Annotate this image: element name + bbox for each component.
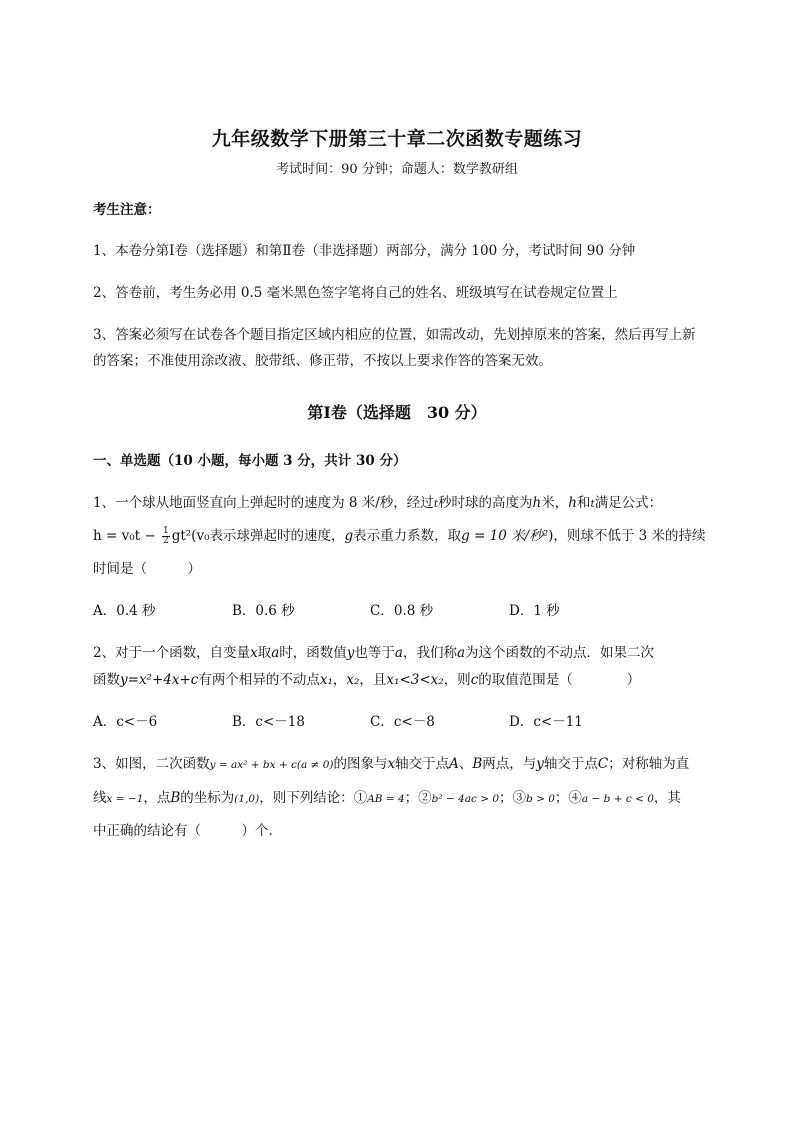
q1-line3: 时间是（ ） <box>93 561 201 577</box>
notice-heading: 考生注意： <box>93 202 161 218</box>
q1-line1: 1、一个球从地面竖直向上弹起时的速度为 8 米/秒，经过t秒时球的高度为h米，h和t满足公式： <box>93 495 663 511</box>
section-heading: 一、单选题（10 小题，每小题 3 分，共计 30 分） <box>93 453 407 469</box>
q1-formula: h = v₀t − $\frac{1}{2}$ gt² <box>93 526 192 546</box>
page-title: 九年级数学下册第三十章二次函数专题练习 <box>211 128 583 150</box>
q3-line3: 中正确的结论有（ ）个． <box>93 823 282 839</box>
q1-line2: h = v₀t − $\frac{1}{2}$ gt²(v₀表示球弹起时的速度，g表示重力系数，取g = 10 米/秒²)，则球不低于 3 米的持续 <box>93 526 706 546</box>
q2-line2: 函数y=x²+4x+c有两个相异的不动点x₁，x₂，且x₁<3<x₂，则c的取值范围是（ ） <box>93 672 641 688</box>
q1-option-a: A．0.4 秒 <box>93 603 156 619</box>
q3-line2: 线x = −1，点B的坐标为(1,0)，则下列结论：①AB = 4；②b² − 4ac > 0；③b > 0；④a − b + c < 0，其 <box>93 790 681 806</box>
q2-option-c: C．c<－8 <box>370 714 435 730</box>
notice-item-2: 2、答卷前，考生务必用 0.5 毫米黑色签字笔将自己的姓名、班级填写在试卷规定位置上 <box>93 285 618 301</box>
q1-option-c: C．0.8 秒 <box>370 603 434 619</box>
notice-item-1: 1、本卷分第Ⅰ卷（选择题）和第Ⅱ卷（非选择题）两部分，满分 100 分，考试时间 90 分钟 <box>93 243 636 259</box>
notice-item-3-cont: 的答案；不准使用涂改液、胶带纸、修正带，不按以上要求作答的答案无效。 <box>93 353 552 369</box>
q2-option-a: A．c<－6 <box>93 714 158 730</box>
q2-option-b: B．c<－18 <box>232 714 305 730</box>
q3-line1: 3、如图，二次函数y = ax² + bx + c(a ≠ 0)的图象与x轴交于点A、B两点，与y轴交于点C；对称轴为直 <box>93 756 690 772</box>
q2-option-d: D．c<－11 <box>509 714 583 730</box>
q2-line1: 2、对于一个函数，自变量x取a时，函数值y也等于a，我们称a为这个函数的不动点．如果二次 <box>93 645 655 661</box>
page-subtitle: 考试时间：90 分钟；命题人：数学教研组 <box>276 162 518 177</box>
notice-item-3: 3、答案必须写在试卷各个题目指定区域内相应的位置，如需改动，先划掉原来的答案，然后再写上新 <box>93 327 696 343</box>
fraction: $\frac{1}{2}$ <box>162 526 169 546</box>
q1-option-d: D．1 秒 <box>509 603 560 619</box>
part1-title: 第Ⅰ卷（选择题 30 分） <box>307 403 487 422</box>
q1-option-b: B．0.6 秒 <box>232 603 295 619</box>
